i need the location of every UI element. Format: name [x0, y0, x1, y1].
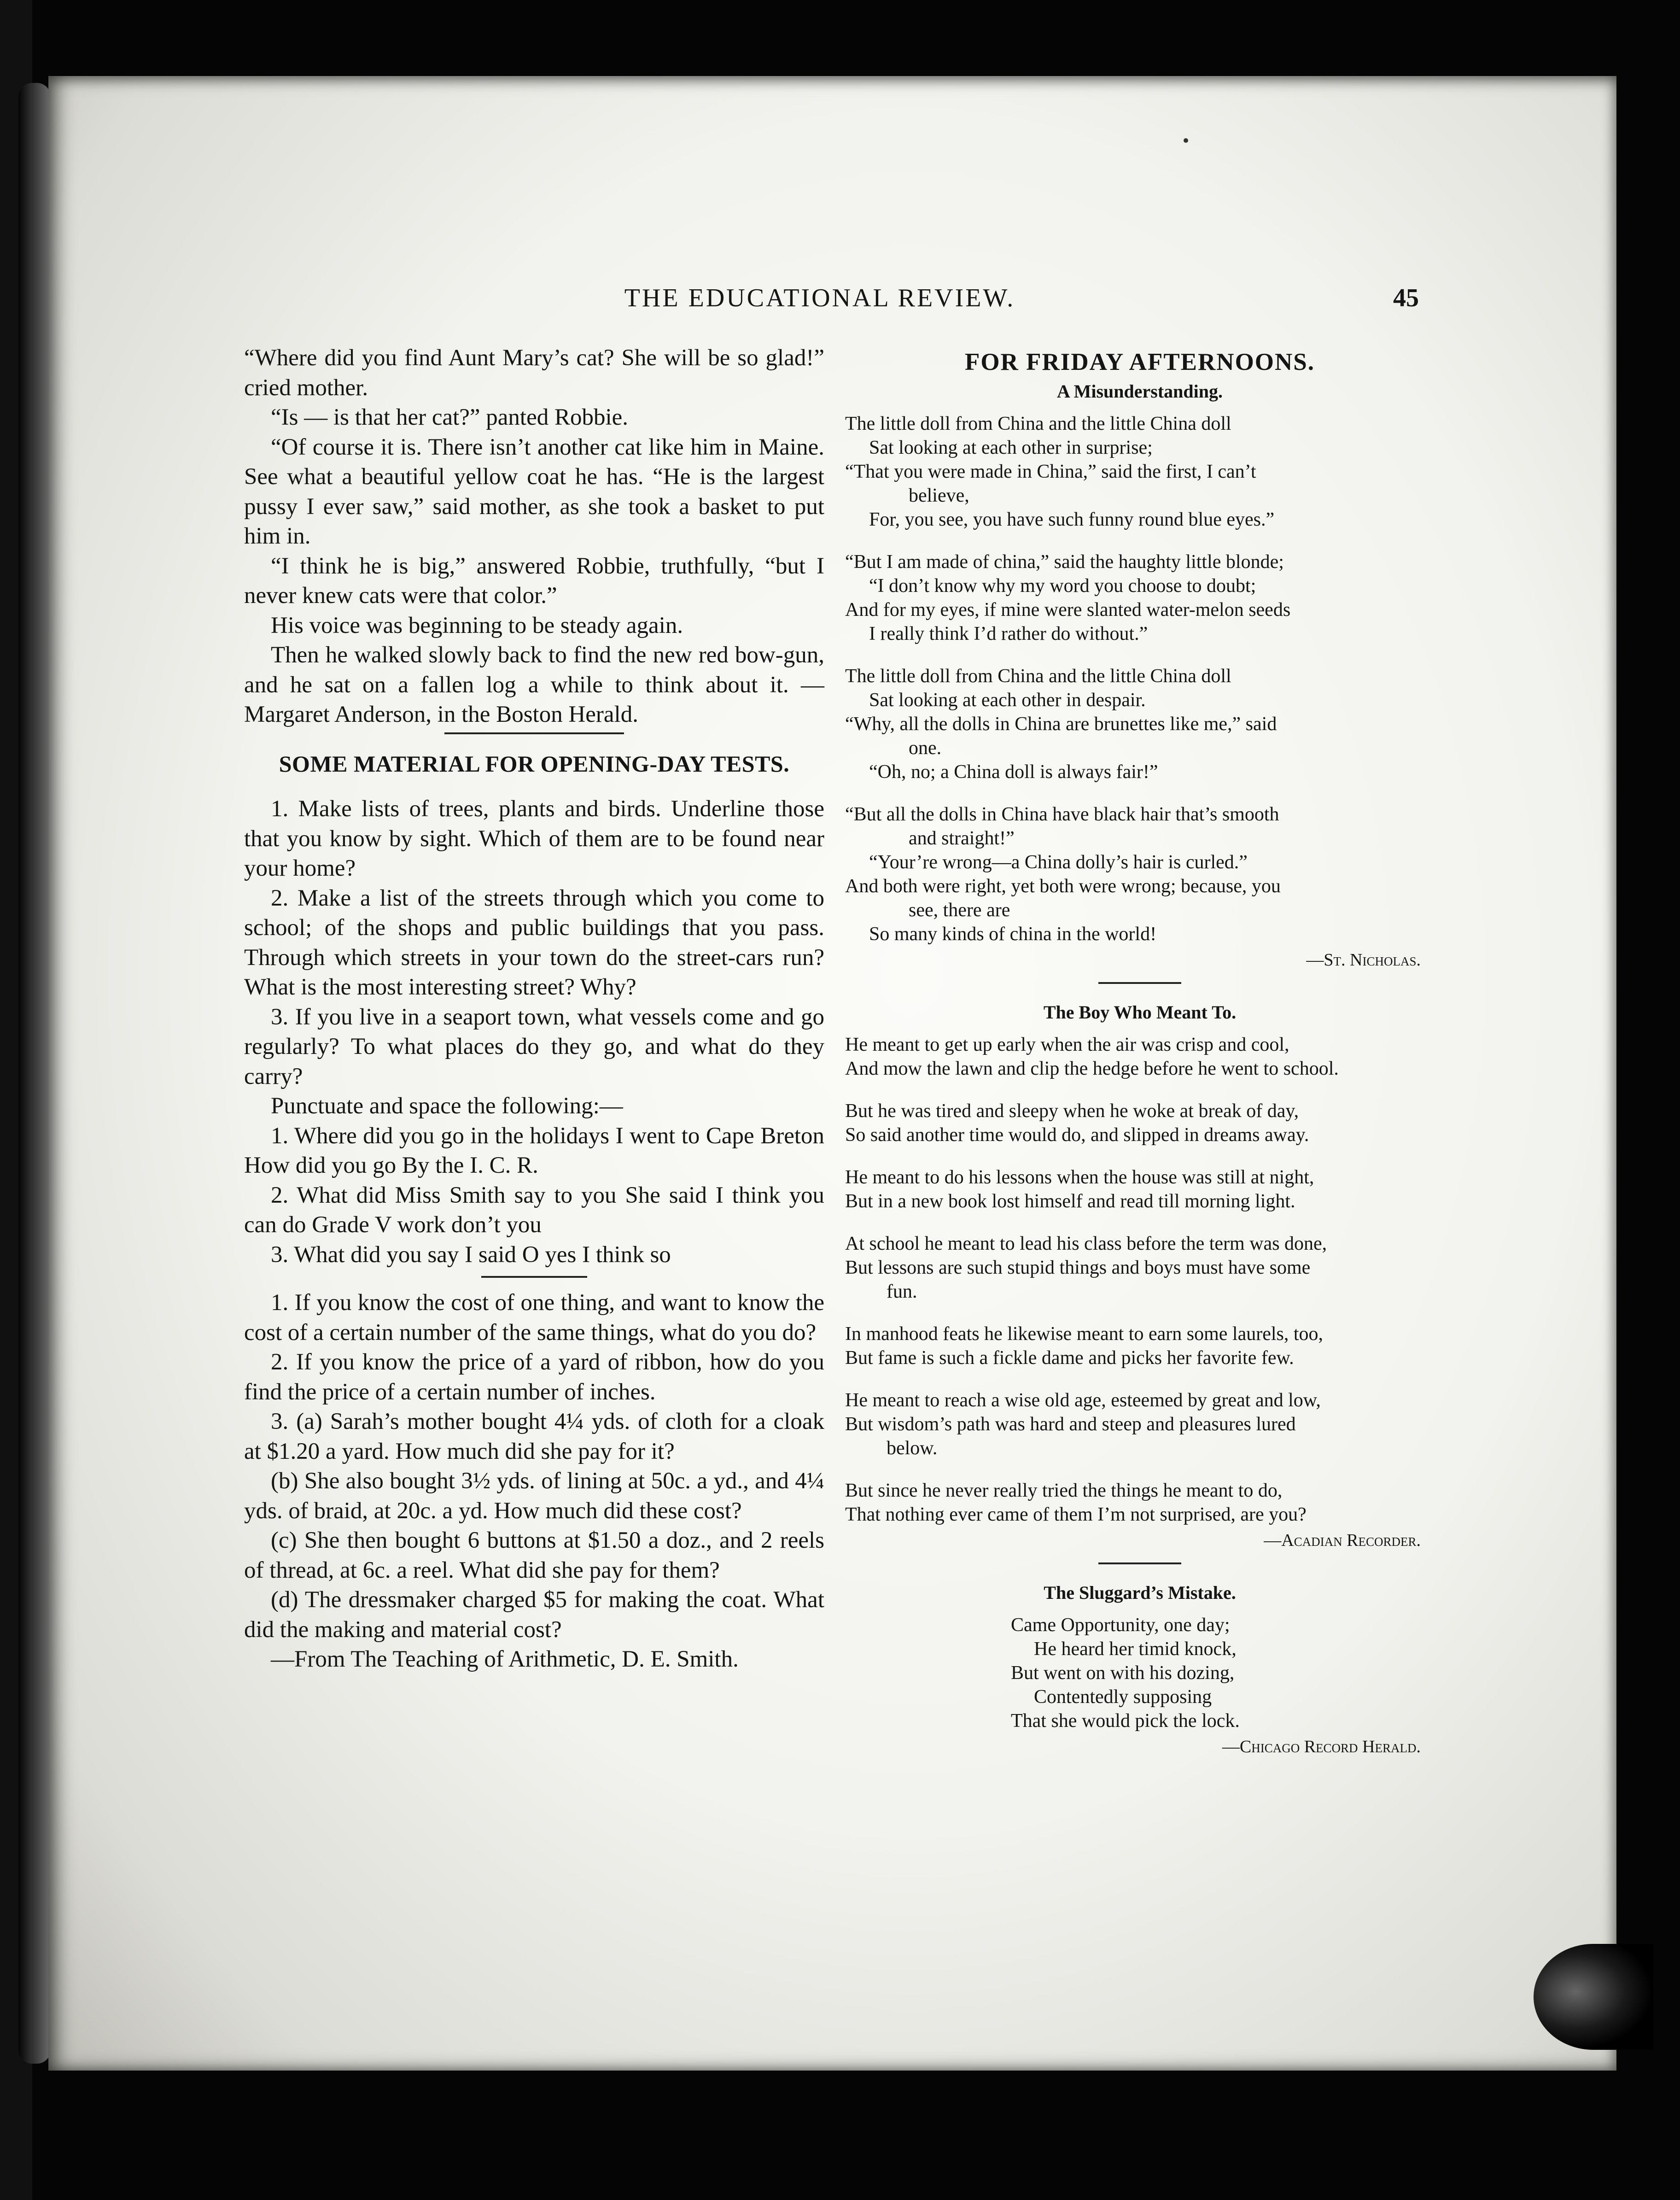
arithmetic-item: 2. If you know the price of a yard of ribbon, how do you find the price of a certain number of inches.	[244, 1349, 824, 1405]
poem-line: But he was tired and sleepy when he woke at break of day,	[845, 1100, 1299, 1122]
poem-source: —Chicago Record Herald.	[1222, 1737, 1421, 1756]
poem-line: The little doll from China and the little China doll	[845, 413, 1231, 434]
poem-title: The Boy Who Meant To.	[1043, 1002, 1237, 1023]
poem-line: “Why, all the dolls in China are brunettes like me,” said	[845, 714, 1277, 735]
poem-line: So said another time would do, and slipped in dreams away.	[845, 1124, 1309, 1146]
punctuate-item: 1. Where did you go in the holidays I went to Cape Breton How did you go By the I. C. R.	[244, 1123, 824, 1178]
poem-line: That she would pick the lock.	[1011, 1710, 1240, 1732]
running-head: THE EDUCATIONAL REVIEW.	[624, 284, 1015, 312]
right-column	[845, 350, 1435, 1759]
poem-line: But wisdom’s path was hard and steep and pleasures lured	[845, 1414, 1296, 1435]
poem-line: fun.	[887, 1281, 917, 1302]
poem-line: He meant to get up early when the air was crisp and cool,	[845, 1034, 1289, 1055]
story-paragraph: “I think he is big,” answered Robbie, truthfully, “but I never knew cats were that color.”	[244, 553, 824, 609]
poem-body	[845, 1613, 1435, 1733]
punctuate-intro: Punctuate and space the following:—	[271, 1093, 623, 1119]
poem-line: “But all the dolls in China have black hair that’s smooth	[845, 804, 1279, 825]
poem-stanza	[845, 412, 1435, 532]
poem-line: “That you were made in China,” said the first, I can’t	[845, 461, 1256, 482]
arithmetic-item: 3. (a) Sarah’s mother bought 4¼ yds. of cloth for a cloak at $1.20 a yard. How much did she pay for it?	[244, 1409, 824, 1464]
poem-source: —Acadian Recorder.	[1264, 1531, 1421, 1550]
poem-line: But went on with his dozing,	[1011, 1662, 1235, 1684]
poem-line: I really think I’d rather do without.”	[869, 623, 1148, 644]
scan-speck	[1184, 138, 1188, 143]
poem-line: And mow the lawn and clip the hedge before he went to school.	[845, 1058, 1339, 1079]
section-divider	[1098, 982, 1181, 984]
poem-line: one.	[909, 737, 942, 759]
story-paragraph: His voice was beginning to be steady again.	[271, 612, 683, 638]
arithmetic-item: (c) She then bought 6 buttons at $1.50 a doz., and 2 reels of thread, at 6c. a reel. What did she pay for them?	[244, 1527, 824, 1583]
story-paragraph: Then he walked slowly back to find the new red bow-gun, and he sat on a fallen log a while to think about it. — Margaret Anderson, in the Boston Herald.	[244, 642, 824, 727]
poem-line: see, there are	[909, 900, 1010, 921]
poem-line: “Oh, no; a China doll is always fair!”	[869, 761, 1158, 783]
poem-line: He meant to reach a wise old age, esteemed by great and low,	[845, 1390, 1321, 1411]
poem-title: The Sluggard’s Mistake.	[1044, 1582, 1236, 1603]
poem-line: Sat looking at each other in despair.	[869, 690, 1146, 711]
poem-line: The little doll from China and the little China doll	[845, 666, 1231, 687]
poem-line: But fame is such a fickle dame and picks her favorite few.	[845, 1347, 1294, 1369]
poem-line: Came Opportunity, one day;	[1011, 1615, 1230, 1636]
poem-line: “I don’t know why my word you choose to doubt;	[869, 575, 1256, 597]
poem-line: He heard her timid knock,	[1034, 1638, 1237, 1660]
poem-line: In manhood feats he likewise meant to earn some laurels, too,	[845, 1323, 1324, 1345]
binder-clip	[1534, 1944, 1653, 2050]
poem-line: At school he meant to lead his class before the term was done,	[845, 1233, 1327, 1254]
poem-stanza	[845, 550, 1435, 646]
friday-heading: FOR FRIDAY AFTERNOONS.	[964, 349, 1315, 375]
poem-line: “Your’re wrong—a China dolly’s hair is curled.”	[869, 852, 1248, 873]
story-paragraph: “Of course it is. There isn’t another cat like him in Maine. See what a beautiful yellow coat he has. “He is the largest pussy I ever saw,” said mother, as she took a basket to put him in.	[244, 434, 824, 549]
poem-body	[845, 1033, 1435, 1527]
section-divider	[1098, 1562, 1181, 1564]
arithmetic-item: 1. If you know the cost of one thing, and want to know the cost of a certain number of the same things, what do you do?	[244, 1290, 824, 1346]
poem-line: below.	[887, 1438, 938, 1459]
story-paragraph: “Where did you find Aunt Mary’s cat? She will be so glad!” cried mother.	[244, 345, 824, 401]
poem-line: He meant to do his lessons when the house was still at night,	[845, 1167, 1314, 1188]
arithmetic-source: —From The Teaching of Arithmetic, D. E. Smith.	[271, 1646, 739, 1672]
poem-line: “But I am made of china,” said the haughty little blonde;	[845, 551, 1284, 573]
book-gutter-shadow	[18, 83, 51, 2064]
test-item: 1. Make lists of trees, plants and birds. Underline those that you know by sight. Which of them are to be found near your home?	[244, 796, 824, 881]
test-item: 2. Make a list of the streets through which you come to school; of the shops and public buildings that you pass. Through which streets in your town do the street-cars run? What is the most interesting street? Why?	[244, 885, 824, 1000]
test-item: 3. If you live in a seaport town, what vessels come and go regularly? To what places do they go, and what do they carry?	[244, 1004, 824, 1089]
poem-line: believe,	[909, 485, 969, 506]
poem-line: So many kinds of china in the world!	[869, 924, 1157, 945]
punctuate-item: 2. What did Miss Smith say to you She said I think you can do Grade V work don’t you	[244, 1182, 824, 1238]
story-paragraph: “Is — is that her cat?” panted Robbie.	[271, 404, 629, 430]
poem-source: —St. Nicholas.	[1306, 950, 1421, 970]
poem-line: And for my eyes, if mine were slanted water-melon seeds	[845, 599, 1291, 620]
poem-line: But since he never really tried the things he meant to do,	[845, 1480, 1283, 1501]
poem-stanza	[845, 664, 1435, 784]
poem-line: But lessons are such stupid things and boys must have some	[845, 1257, 1311, 1278]
page-number: 45	[1393, 284, 1419, 312]
poem-line: That nothing ever came of them I’m not surprised, are you?	[845, 1504, 1307, 1525]
poem-line: Contentedly supposing	[1034, 1686, 1212, 1708]
section-heading: SOME MATERIAL FOR OPENING-DAY TESTS.	[279, 750, 790, 777]
poem-line: But in a new book lost himself and read till morning light.	[845, 1191, 1295, 1212]
poem-line: and straight!”	[909, 828, 1015, 849]
poem-line: For, you see, you have such funny round blue eyes.”	[869, 509, 1275, 530]
arithmetic-item: (b) She also bought 3½ yds. of lining at 50c. a yd., and 4¼ yds. of braid, at 20c. a yd. How much did these cost?	[244, 1468, 824, 1524]
poem-line: Sat looking at each other in surprise;	[869, 437, 1153, 458]
poem-stanza	[845, 802, 1435, 946]
section-divider	[481, 1276, 587, 1278]
left-column	[244, 343, 824, 1674]
section-divider	[444, 732, 624, 734]
punctuate-item: 3. What did you say I said O yes I think so	[271, 1241, 671, 1268]
poem-line: And both were right, yet both were wrong; because, you	[845, 876, 1281, 897]
arithmetic-item: (d) The dressmaker charged $5 for making the coat. What did the making and material cost?	[244, 1587, 824, 1643]
poem-title: A Misunderstanding.	[1056, 381, 1223, 402]
